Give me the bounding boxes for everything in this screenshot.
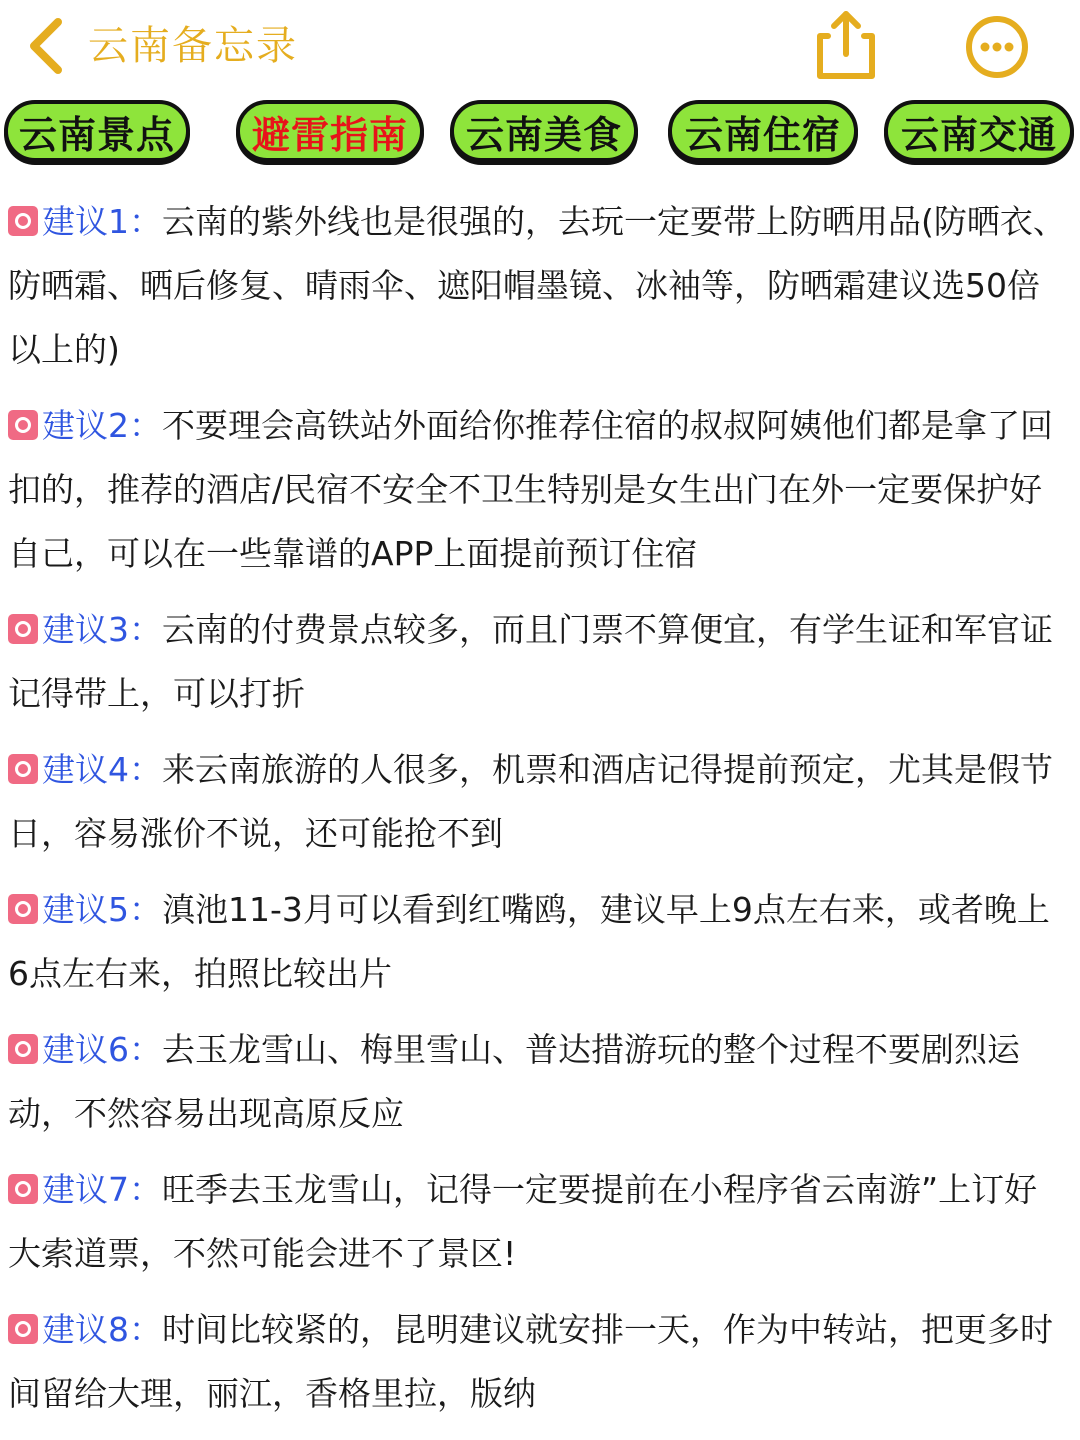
tip-label: 建议1： [42, 202, 162, 241]
tip-label: 建议4： [42, 750, 162, 789]
page-title: 云南备忘录 [88, 23, 298, 69]
more-icon [964, 14, 1030, 80]
bullet-icon [8, 614, 38, 644]
tip-item [8, 598, 1068, 726]
tip-item [8, 738, 1068, 866]
tip-label: 建议3： [42, 610, 162, 649]
tab-accommodation[interactable]: 云南住宿 [668, 100, 858, 162]
tab-pitfall-guide[interactable]: 避雷指南 [236, 100, 424, 162]
tip-label: 建议6： [42, 1030, 162, 1069]
chevron-left-icon [18, 14, 78, 78]
tip-text: 滇池11-3月可以看到红嘴鸥，建议早上9点左右来，或者晚上6点左右来，拍照比较出片 [8, 890, 1050, 993]
tip-text: 来云南旅游的人很多，机票和酒店记得提前预定，尤其是假节日，容易涨价不说，还可能抢不到 [8, 750, 1053, 853]
tip-label: 建议2： [42, 406, 162, 445]
tip-text: 去玉龙雪山、梅里雪山、普达措游玩的整个过程不要剧烈运动，不然容易出现高原反应 [8, 1030, 1020, 1133]
tip-label: 建议5： [42, 890, 162, 929]
header-bar [0, 0, 1080, 96]
tip-text: 旺季去玉龙雪山，记得一定要提前在小程序省云南游”上订好大索道票，不然可能会进不了景区! [8, 1170, 1038, 1273]
tip-item [8, 1158, 1068, 1286]
bullet-icon [8, 754, 38, 784]
tab-transport[interactable]: 云南交通 [884, 100, 1074, 162]
tip-item [8, 1018, 1068, 1146]
tip-text: 时间比较紧的，昆明建议就安排一天，作为中转站，把更多时间留给大理，丽江，香格里拉，版纳 [8, 1310, 1053, 1413]
share-icon [814, 6, 880, 82]
bullet-icon [8, 894, 38, 924]
tab-food[interactable]: 云南美食 [450, 100, 638, 162]
tip-text: 不要理会高铁站外面给你推荐住宿的叔叔阿姨他们都是拿了回扣的，推荐的酒店/民宿不安全不卫生特别是女生出门在外一定要保护好自己，可以在一些靠谱的APP上面提前预订住宿 [8, 406, 1053, 573]
tip-item [8, 394, 1068, 586]
bullet-icon [8, 206, 38, 236]
more-button[interactable] [964, 14, 1030, 80]
tip-text: 云南的付费景点较多，而且门票不算便宜，有学生证和军官证记得带上，可以打折 [8, 610, 1053, 713]
tip-item [8, 1298, 1068, 1426]
bullet-icon [8, 410, 38, 440]
tip-item [8, 190, 1068, 382]
tab-scenic-spots[interactable]: 云南景点 [4, 100, 190, 162]
bullet-icon [8, 1034, 38, 1064]
category-tabs [0, 100, 1080, 170]
tip-label: 建议7： [42, 1170, 162, 1209]
share-button[interactable] [814, 6, 880, 82]
tip-item [8, 878, 1068, 1006]
tip-label: 建议8： [42, 1310, 162, 1349]
tip-text: 云南的紫外线也是很强的，去玩一定要带上防晒用品(防晒衣、防晒霜、晒后修复、晴雨伞、遮阳帽墨镜、冰袖等，防晒霜建议选50倍以上的) [8, 202, 1066, 369]
back-button[interactable] [18, 14, 78, 78]
bullet-icon [8, 1314, 38, 1344]
tips-list [8, 190, 1068, 1438]
bullet-icon [8, 1174, 38, 1204]
